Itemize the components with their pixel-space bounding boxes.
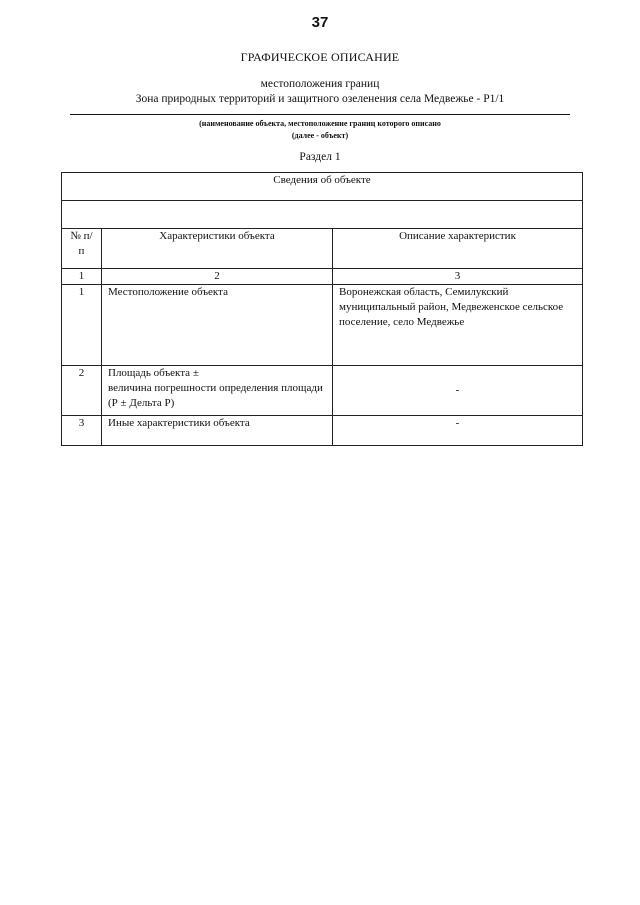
column-number-row bbox=[62, 269, 583, 285]
table-row bbox=[62, 366, 583, 416]
document-subtitle-line1: местоположения границ bbox=[260, 78, 380, 90]
document-subtitle-line2: Зона природных территорий и защитного озеленения села Медвежье - Р1/1 bbox=[135, 93, 505, 105]
row-number: 2 bbox=[62, 366, 102, 416]
row-number: 3 bbox=[62, 416, 102, 446]
caption-line2: (далее - объект) bbox=[291, 131, 349, 140]
column-header-description: Описание характеристик bbox=[333, 229, 583, 269]
table-row bbox=[62, 285, 583, 366]
page-number: 37 bbox=[311, 14, 329, 31]
document-title: ГРАФИЧЕСКОЕ ОПИСАНИЕ bbox=[240, 50, 400, 64]
row-characteristic-line2: величина погрешности определения площади (Р ± Дельта Р) bbox=[108, 382, 323, 409]
table-row bbox=[62, 416, 583, 446]
row-description: - bbox=[333, 366, 583, 416]
row-characteristic: Местоположение объекта bbox=[102, 285, 333, 366]
row-description: Воронежская область, Семилукский муниципальный район, Медвеженское сельское поселение, село Медвежье bbox=[333, 285, 583, 366]
row-number: 1 bbox=[62, 285, 102, 366]
caption-line1: (наименование объекта, местоположение границ которого описано bbox=[199, 119, 441, 128]
row-characteristic-line1: Площадь объекта ± bbox=[108, 367, 199, 379]
column-number: 2 bbox=[102, 269, 333, 285]
column-header-row bbox=[62, 229, 583, 269]
table-header-row bbox=[62, 173, 583, 201]
title-underline bbox=[70, 114, 570, 115]
row-description: - bbox=[333, 416, 583, 446]
table-empty-cell bbox=[62, 201, 583, 229]
column-header-characteristic: Характеристики объекта bbox=[102, 229, 333, 269]
table-empty-row bbox=[62, 201, 583, 229]
row-characteristic: Иные характеристики объекта bbox=[102, 416, 333, 446]
column-number: 1 bbox=[62, 269, 102, 285]
column-number: 3 bbox=[333, 269, 583, 285]
object-info-table bbox=[61, 172, 583, 446]
section-label: Раздел 1 bbox=[299, 151, 341, 163]
table-header: Сведения об объекте bbox=[62, 173, 583, 201]
row-characteristic bbox=[102, 366, 333, 416]
column-header-num: № п/п bbox=[62, 229, 102, 269]
